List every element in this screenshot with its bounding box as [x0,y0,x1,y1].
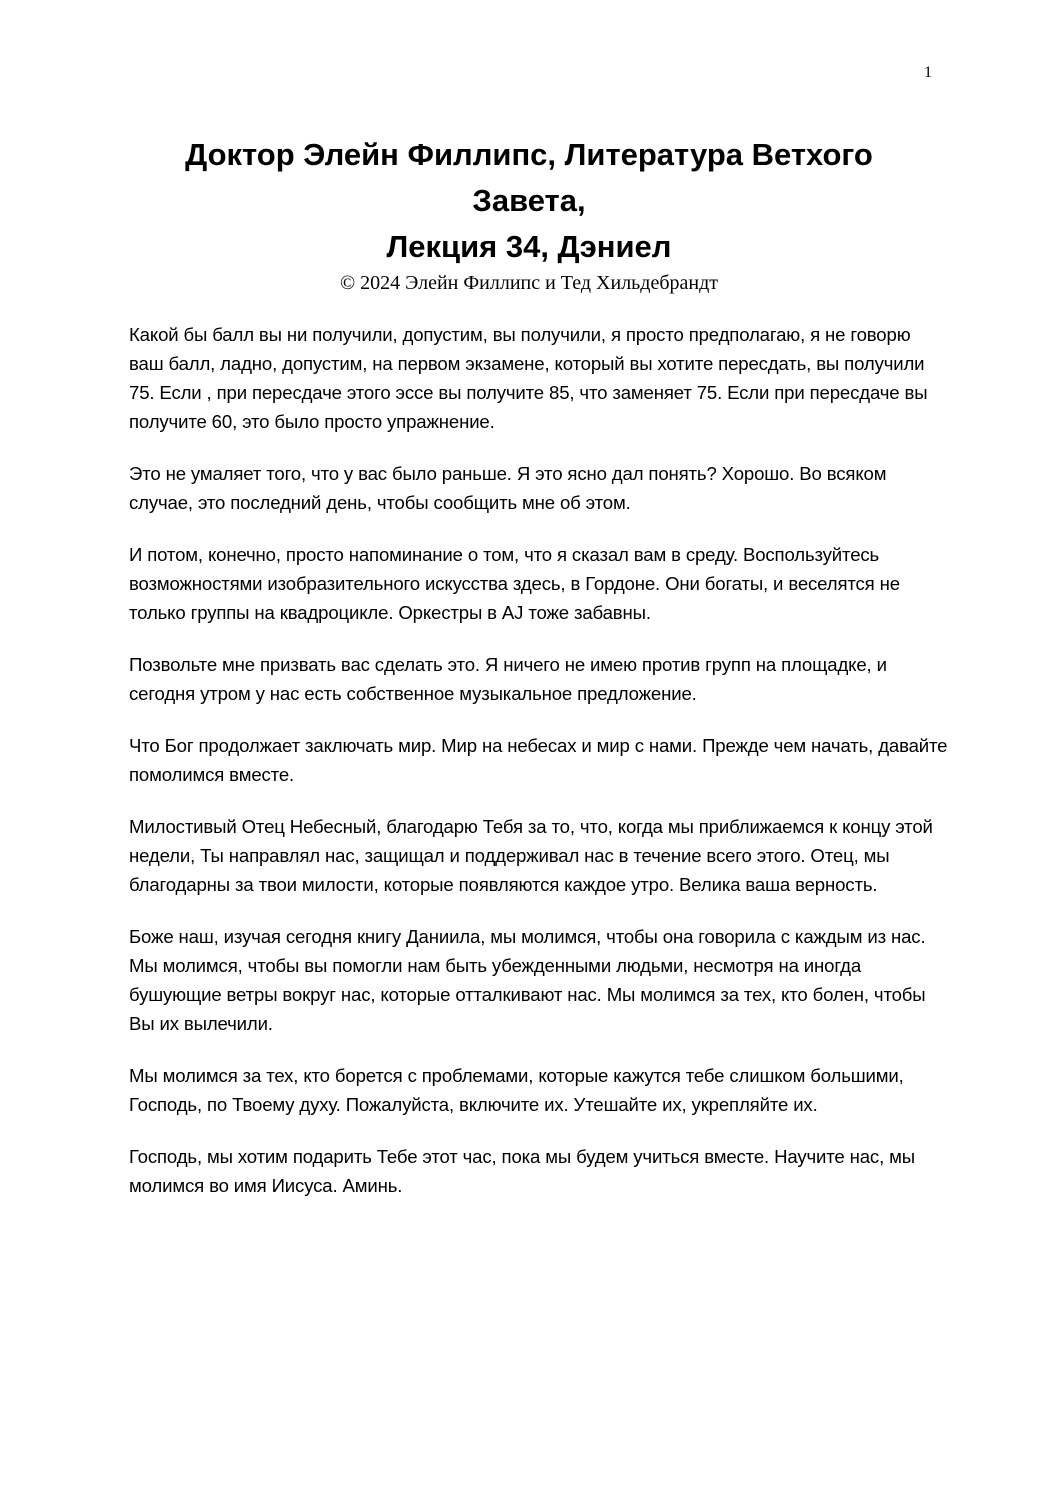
paragraph: Господь, мы хотим подарить Тебе этот час, пока мы будем учиться вместе. Научите нас, мы молимся во имя Иисуса. Аминь. [129,1146,915,1196]
paragraph: И потом, конечно, просто напоминание о том, что я сказал вам в среду. Воспользуйтесь возможностями изобразительного искусства здесь, в Гордоне. Они богаты, и веселятся не только группы на квадроцикле. Оркестры в AJ тоже забавны. [129,544,900,623]
paragraph: Что Бог продолжает заключать мир. Мир на небесах и мир с нами. Прежде чем начать, давайте помолимся вместе. [129,735,948,785]
document-body [129,320,949,1223]
copyright-notice: © 2024 Элейн Филлипс и Тед Хильдебрандт [339,272,719,294]
title-line-2: Завета, [472,183,586,218]
paragraph: Боже наш, изучая сегодня книгу Даниила, мы молимся, чтобы она говорила с каждым из нас. Мы молимся, чтобы вы помогли нам быть убежденными людьми, несмотря на иногда бушующие ветры вокруг нас, которые отталкивают нас. Мы молимся за тех, кто болен, чтобы Вы их вылечили. [129,926,926,1034]
title-line-1: Доктор Элейн Филлипс, Литература Ветхого [185,137,873,172]
title-block [100,132,958,296]
paragraph: Какой бы балл вы ни получили, допустим, вы получили, я просто предполагаю, я не говорю ваш балл, ладно, допустим, на первом экзамене, который вы хотите пересдать, вы получили 75. Если , при пересдаче этого эссе вы получите 85, что заменяет 75. Если при пересдаче вы получите 60, это было просто упражнение. [129,324,928,432]
paragraph: Мы молимся за тех, кто борется с проблемами, которые кажутся тебе слишком большими, Господь, по Твоему духу. Пожалуйста, включите их. Утешайте их, укрепляйте их. [129,1065,904,1115]
paragraph: Милостивый Отец Небесный, благодарю Тебя за то, что, когда мы приближаемся к концу этой недели, Ты направлял нас, защищал и поддерживал нас в течение всего этого. Отец, мы благодарны за твои милости, которые появляются каждое утро. Велика ваша верность. [129,816,933,895]
paragraph: Позвольте мне призвать вас сделать это. Я ничего не имею против групп на площадке, и сегодня утром у нас есть собственное музыкальное предложение. [129,654,887,704]
paragraph: Это не умаляет того, что у вас было раньше. Я это ясно дал понять? Хорошо. Во всяком случае, это последний день, чтобы сообщить мне об этом. [129,463,887,513]
page-number: 1 [924,64,932,81]
title-line-3: Лекция 34, Дэниел [386,229,672,264]
